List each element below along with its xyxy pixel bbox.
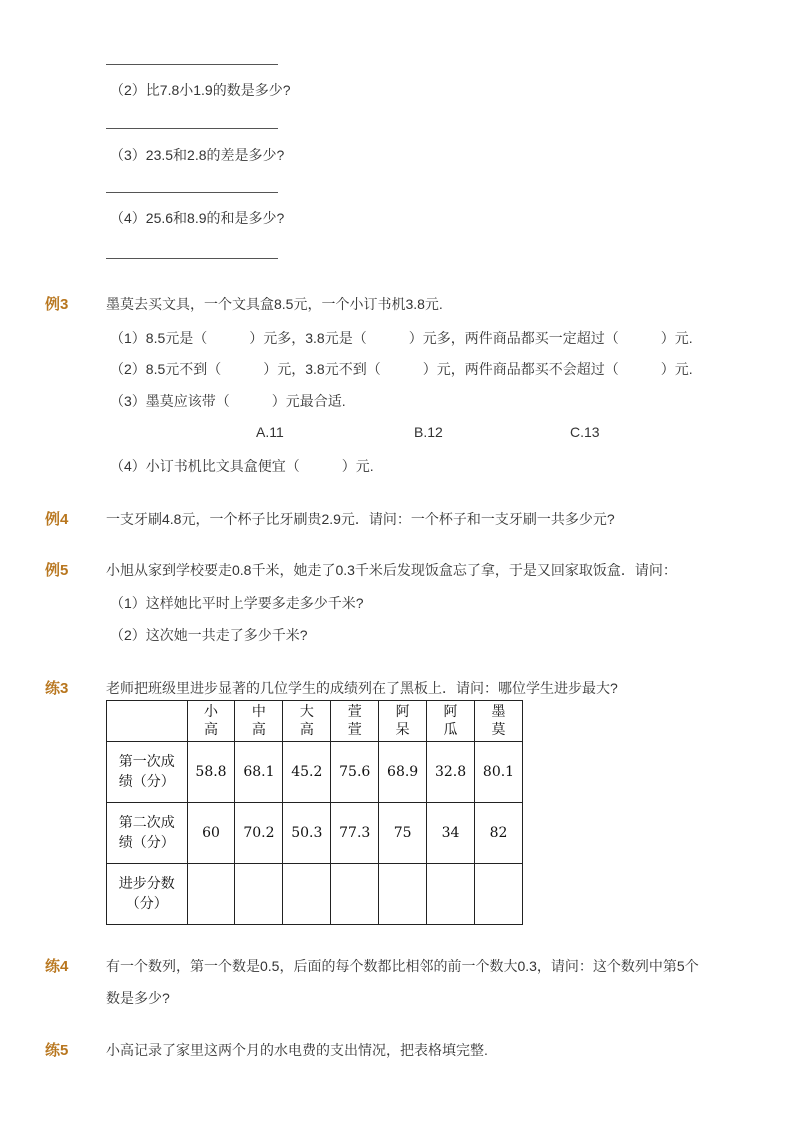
practice-4-line-2: 数是多少? — [106, 990, 170, 1006]
score-cell: 58.8 — [187, 742, 235, 803]
score-cell: 75.6 — [331, 742, 379, 803]
score-cell: 60 — [187, 803, 235, 864]
student-name-text: 大高 — [299, 704, 314, 738]
progress-input-cell[interactable] — [427, 864, 475, 925]
choice-b[interactable]: B.12 — [414, 424, 443, 440]
table-header-row — [107, 701, 523, 742]
progress-input-cell[interactable] — [379, 864, 427, 925]
example-5-tag: 例5 — [45, 562, 69, 579]
score-cell: 50.3 — [283, 803, 331, 864]
student-name — [379, 701, 427, 742]
example-3-part-3: （3）墨莫应该带（ ）元最合适. — [110, 393, 346, 409]
practice-3-tag: 练3 — [45, 680, 69, 697]
progress-input-cell[interactable] — [235, 864, 283, 925]
table-row — [107, 864, 523, 925]
example-5-part-1: （1）这样她比平时上学要多走多少千米? — [110, 595, 364, 611]
choice-a[interactable]: A.11 — [256, 424, 284, 440]
row-label-second-score — [107, 803, 188, 864]
question-part-3: （3）23.5和2.8的差是多少? — [110, 147, 285, 163]
example-3-text: 墨莫去买文具，一个文具盒8.5元，一个小订书机3.8元. — [106, 296, 443, 312]
score-cell: 82 — [474, 803, 522, 864]
progress-input-cell[interactable] — [331, 864, 379, 925]
answer-line-2[interactable] — [106, 128, 278, 129]
table-row — [107, 742, 523, 803]
example-4-text: 一支牙刷4.8元，一个杯子比牙刷贵2.9元．请问：一个杯子和一支牙刷一共多少元? — [106, 511, 615, 527]
student-name — [474, 701, 522, 742]
practice-5-tag: 练5 — [45, 1042, 69, 1059]
example-3-part-4: （4）小订书机比文具盒便宜（ ）元. — [110, 458, 374, 474]
score-cell: 68.9 — [379, 742, 427, 803]
answer-line-3[interactable] — [106, 192, 278, 193]
score-cell: 34 — [427, 803, 475, 864]
score-cell: 32.8 — [427, 742, 475, 803]
student-name-text: 阿呆 — [395, 704, 410, 738]
student-name-text: 萱萱 — [347, 704, 362, 738]
score-cell: 80.1 — [474, 742, 522, 803]
choice-c[interactable]: C.13 — [570, 424, 600, 440]
student-name-text: 墨莫 — [491, 704, 506, 738]
score-cell: 68.1 — [235, 742, 283, 803]
answer-line-1[interactable] — [106, 64, 278, 65]
score-cell: 45.2 — [283, 742, 331, 803]
table-row — [107, 803, 523, 864]
example-3-part-2: （2）8.5元不到（ ）元，3.8元不到（ ）元，两件商品都买不会超过（ ）元. — [110, 361, 693, 377]
student-name — [187, 701, 235, 742]
row-label-text: 第二次成绩（分） — [118, 815, 175, 851]
practice-4-line-1: 有一个数列，第一个数是0.5，后面的每个数都比相邻的前一个数大0.3，请问：这个数列中第5个 — [106, 958, 699, 974]
scores-table — [106, 700, 523, 925]
question-part-4: （4）25.6和8.9的和是多少? — [110, 210, 285, 226]
row-label-text: 第一次成绩（分） — [118, 754, 175, 790]
student-name — [235, 701, 283, 742]
progress-input-cell[interactable] — [283, 864, 331, 925]
student-name-text: 阿瓜 — [443, 704, 458, 738]
score-cell: 75 — [379, 803, 427, 864]
row-label-text: 进步分数（分） — [118, 876, 175, 912]
progress-input-cell[interactable] — [187, 864, 235, 925]
example-4-tag: 例4 — [45, 511, 69, 528]
score-cell: 77.3 — [331, 803, 379, 864]
practice-4-tag: 练4 — [45, 958, 69, 975]
student-name — [331, 701, 379, 742]
example-3-part-1: （1）8.5元是（ ）元多，3.8元是（ ）元多，两件商品都买一定超过（ ）元. — [110, 330, 693, 346]
answer-line-4[interactable] — [106, 258, 278, 259]
practice-3-text: 老师把班级里进步显著的几位学生的成绩列在了黑板上．请问：哪位学生进步最大? — [106, 680, 618, 696]
table-corner-cell — [107, 701, 188, 742]
row-label-first-score — [107, 742, 188, 803]
example-3-tag: 例3 — [45, 296, 69, 313]
student-name — [283, 701, 331, 742]
question-part-2: （2）比7.8小1.9的数是多少? — [110, 82, 291, 98]
progress-input-cell[interactable] — [474, 864, 522, 925]
score-cell: 70.2 — [235, 803, 283, 864]
student-name-text: 小高 — [204, 704, 218, 738]
practice-5-text: 小高记录了家里这两个月的水电费的支出情况，把表格填完整. — [106, 1042, 488, 1058]
row-label-progress — [107, 864, 188, 925]
example-5-part-2: （2）这次她一共走了多少千米? — [110, 627, 308, 643]
example-5-text: 小旭从家到学校要走0.8千米，她走了0.3千米后发现饭盒忘了拿，于是又回家取饭盒．请问： — [106, 562, 677, 578]
student-name — [427, 701, 475, 742]
student-name-text: 中高 — [251, 704, 266, 738]
